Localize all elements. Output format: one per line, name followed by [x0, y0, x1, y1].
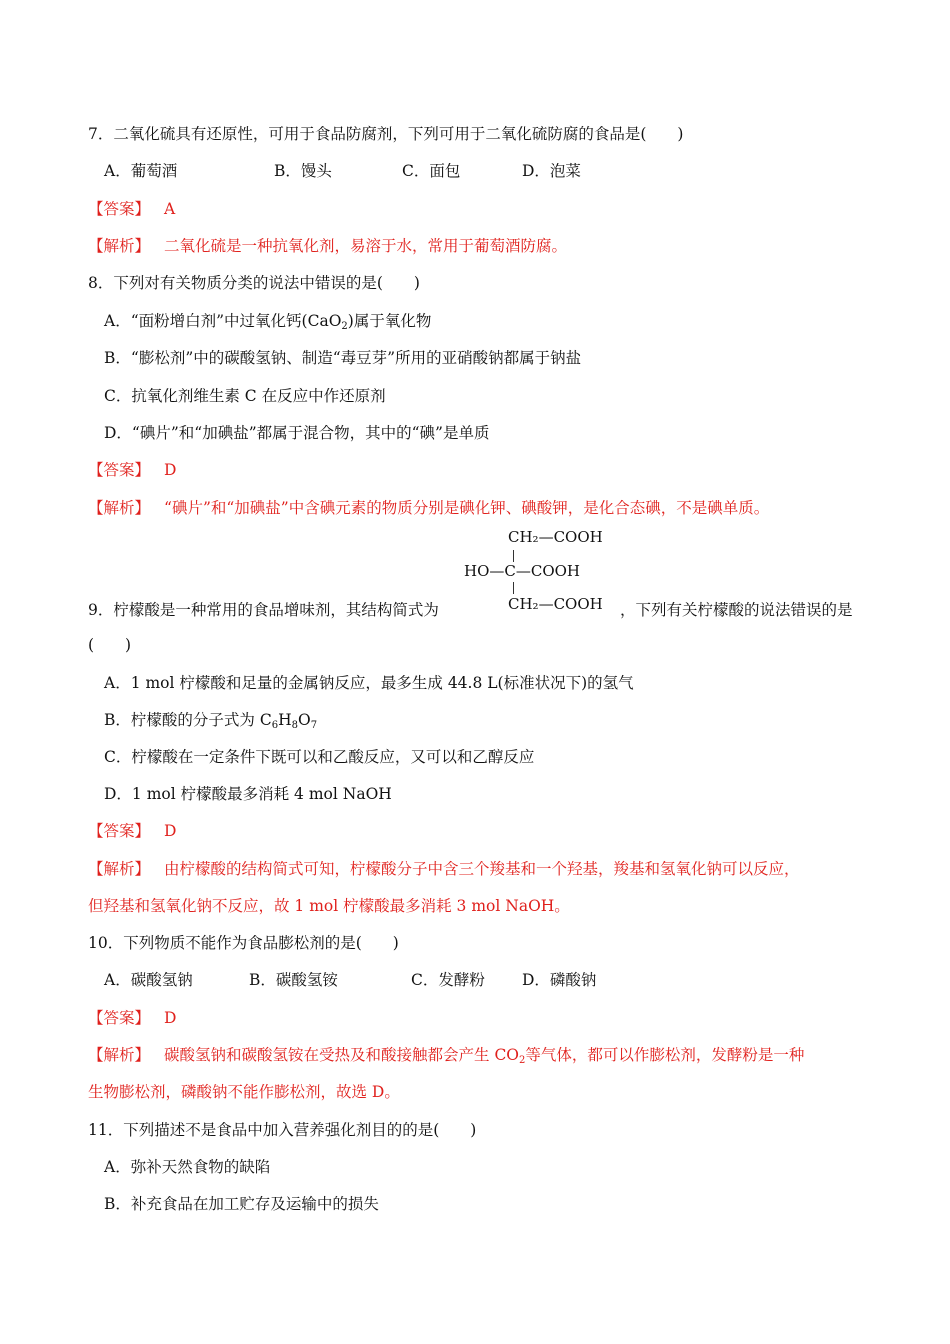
- answer-tag: 【答案】: [88, 1009, 151, 1027]
- analysis-tag: 【解析】: [88, 237, 151, 255]
- q7-analysis-row: [88, 235, 567, 257]
- co2-sub: 2: [519, 1055, 526, 1066]
- formula-sub-c: 6: [271, 720, 279, 731]
- q8-stem: 8．下列对有关物质分类的说法中错误的是( ): [88, 274, 420, 292]
- q9-option-b: [104, 709, 317, 731]
- q8-option-a-sub: 2: [341, 321, 348, 332]
- q9-stem-cont: ( ): [88, 636, 132, 654]
- q7-option-d: D．泡菜: [522, 162, 581, 180]
- structure-bond-top: [513, 550, 514, 562]
- q7-option-a: A．葡萄酒: [104, 162, 178, 180]
- q9-stem-start: 9．柠檬酸是一种常用的食品增味剂，其结构简式为: [88, 601, 439, 619]
- structure-bottom-group: CH₂—COOH: [508, 595, 603, 613]
- structure-top-group: CH₂—COOH: [508, 528, 603, 546]
- q9-analysis-row: [88, 858, 800, 880]
- answer-tag: 【答案】: [88, 200, 151, 218]
- analysis-tag: 【解析】: [88, 499, 151, 517]
- q8-analysis-row: [88, 497, 769, 519]
- q7-answer: A: [164, 200, 176, 218]
- q8-answer: D: [164, 461, 177, 479]
- q10-answer: D: [164, 1009, 177, 1027]
- analysis-tag: 【解析】: [88, 1046, 151, 1064]
- q7-analysis: 二氧化硫是一种抗氧化剂，易溶于水，常用于葡萄酒防腐。: [164, 237, 568, 255]
- q10-options: [104, 969, 924, 991]
- q10-option-a: A．碳酸氢钠: [104, 971, 193, 989]
- q10-analysis-1-tail: 等气体，都可以作膨松剂，发酵粉是一种: [525, 1046, 805, 1064]
- q10-analysis-1: [164, 1046, 804, 1064]
- structure-middle-group: HO—C—COOH: [464, 562, 581, 580]
- q9-analysis-1: 由柠檬酸的结构简式可知，柠檬酸分子中含三个羧基和一个羟基，羧基和氢氧化钠可以反应，: [164, 860, 800, 878]
- q9-option-c: C．柠檬酸在一定条件下既可以和乙酸反应，又可以和乙醇反应: [104, 748, 535, 766]
- q8-answer-row: [88, 459, 176, 481]
- q10-stem: 10．下列物质不能作为食品膨松剂的是( ): [88, 934, 399, 952]
- q8-option-a-tail: )属于氧化物: [347, 312, 432, 330]
- q8-analysis: “碘片”和“加碘盐”中含碘元素的物质分别是碘化钾、碘酸钾，是化合态碘，不是碘单质。: [164, 499, 770, 517]
- q10-analysis-row: [88, 1044, 804, 1066]
- formula-o: O: [297, 711, 311, 729]
- q10-analysis-1-text: 碳酸氢钠和碳酸氢铵在受热及和酸接触都会产生 CO: [164, 1046, 520, 1064]
- q9-answer: D: [164, 822, 177, 840]
- formula-sub-o: 7: [310, 720, 318, 731]
- formula-sub-h: 8: [291, 720, 298, 731]
- q7-answer-row: [88, 198, 175, 220]
- answer-tag: 【答案】: [88, 822, 151, 840]
- q9-stem-end: ，下列有关柠檬酸的说法错误的是: [620, 601, 853, 619]
- q10-option-d: D．磷酸钠: [522, 971, 597, 989]
- q7-options: [104, 160, 924, 182]
- q10-option-b: B．碳酸氢铵: [249, 971, 338, 989]
- q11-option-b: B．补充食品在加工贮存及运输中的损失: [104, 1195, 379, 1213]
- q8-option-d: D．“碘片”和“加碘盐”都属于混合物，其中的“碘”是单质: [104, 424, 490, 442]
- citric-acid-structure: [464, 528, 624, 618]
- q8-option-b: B．“膨松剂”中的碳酸氢钠、制造“毒豆芽”所用的亚硝酸钠都属于钠盐: [104, 349, 582, 367]
- q9-option-a: A．1 mol 柠檬酸和足量的金属钠反应，最多生成 44.8 L(标准状况下)的氢气: [104, 674, 634, 692]
- q10-analysis-2: 生物膨松剂，磷酸钠不能作膨松剂，故选 D。: [88, 1083, 400, 1101]
- q8-option-a: [104, 310, 431, 332]
- q10-answer-row: [88, 1007, 176, 1029]
- q7-option-c: C．面包: [402, 162, 461, 180]
- q11-stem: 11．下列描述不是食品中加入营养强化剂目的的是( ): [88, 1121, 477, 1139]
- answer-tag: 【答案】: [88, 461, 151, 479]
- structure-bond-bottom: [513, 582, 514, 594]
- q8-option-a-text: A．“面粉增白剂”中过氧化钙(CaO: [104, 312, 342, 330]
- q9-answer-row: [88, 820, 176, 842]
- q9-option-b-text: B．柠檬酸的分子式为 C: [104, 711, 272, 729]
- q7-stem: 7．二氧化硫具有还原性，可用于食品防腐剂，下列可用于二氧化硫防腐的食品是( ): [88, 125, 684, 143]
- q10-option-c: C．发酵粉: [411, 971, 485, 989]
- analysis-tag: 【解析】: [88, 860, 151, 878]
- q11-option-a: A．弥补天然食物的缺陷: [104, 1158, 271, 1176]
- q9-analysis-2: 但羟基和氢氧化钠不反应，故 1 mol 柠檬酸最多消耗 3 mol NaOH。: [88, 897, 570, 915]
- q7-option-b: B．馒头: [274, 162, 332, 180]
- q8-option-c: C．抗氧化剂维生素 C 在反应中作还原剂: [104, 387, 386, 405]
- q9-option-d: D．1 mol 柠檬酸最多消耗 4 mol NaOH: [104, 785, 392, 803]
- formula-h: H: [278, 711, 292, 729]
